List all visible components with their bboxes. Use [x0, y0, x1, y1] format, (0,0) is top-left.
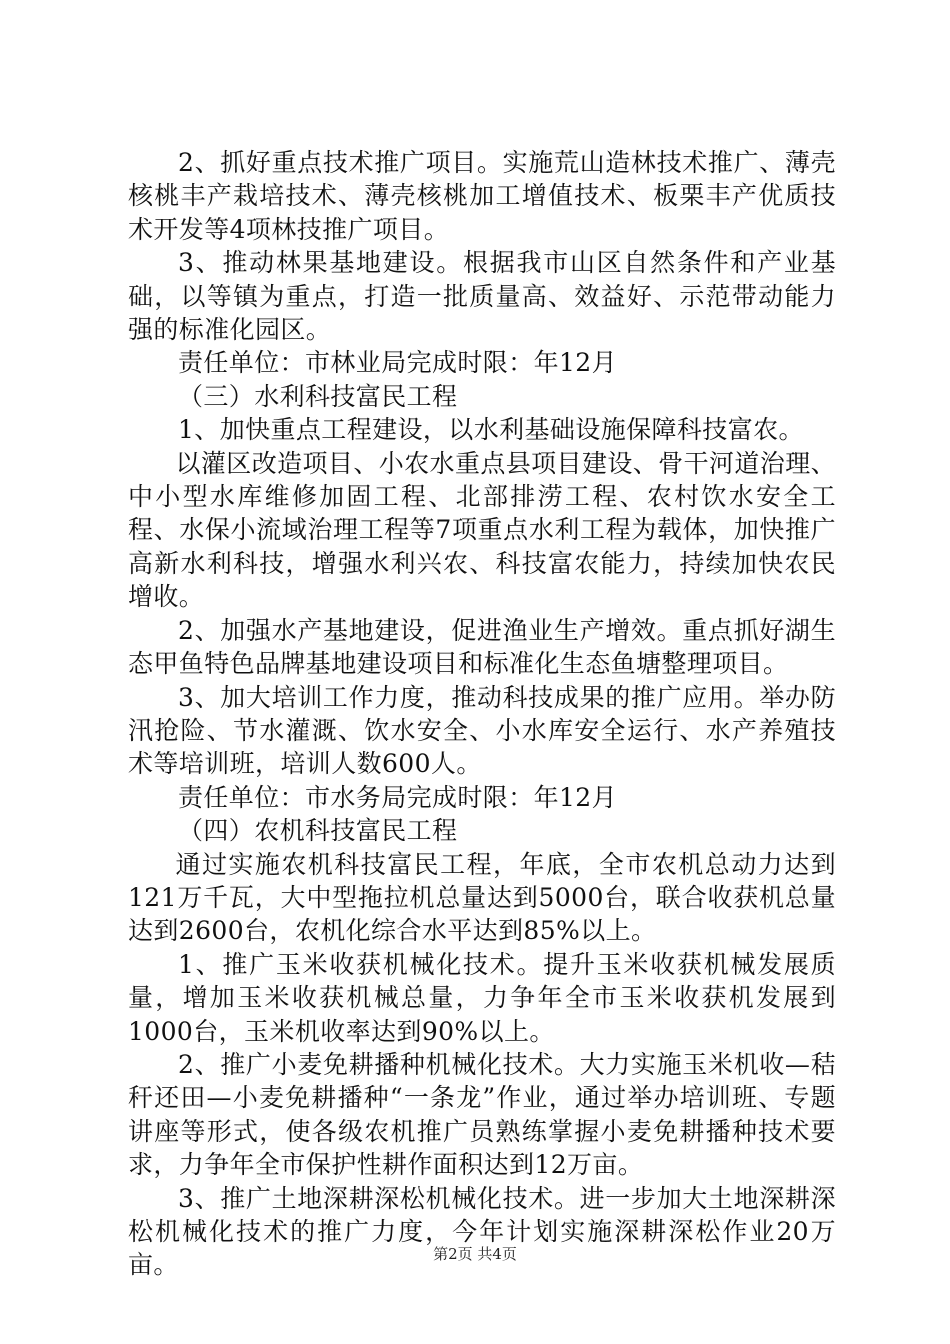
document-body [128, 146, 836, 1282]
paragraph-water-responsibility: 责任单位：市水务局完成时限：年12月 [178, 782, 618, 812]
paragraph-water-project-list: 以灌区改造项目、小农水重点县项目建设、骨干河道治理、中小型水库维修加固工程、北部排涝工程、农村饮水安全工程、水保小流域治理工程等7项重点水利工程为载体，加快推广高新水利科技，增强水利兴农、科技富农能力，持续加快农民增收。 [128, 448, 836, 612]
paragraph-aquaculture-base: 2、加强水产基地建设，促进渔业生产增效。重点抓好湖生态甲鱼特色品牌基地建设项目和标准化生态鱼塘整理项目。 [128, 615, 836, 679]
paragraph-corn-harvest: 1、推广玉米收获机械化技术。提升玉米收获机械发展质量，增加玉米收获机械总量，力争年全市玉米收获机发展到1000台，玉米机收率达到90%以上。 [128, 949, 836, 1046]
paragraph-machinery-targets: 通过实施农机科技富民工程，年底，全市农机总动力达到121万千瓦，大中型拖拉机总量达到5000台，联合收获机总量达到2600台，农机化综合水平达到85%以上。 [128, 849, 836, 946]
paragraph-forestry-project: 2、抓好重点技术推广项目。实施荒山造林技术推广、薄壳核桃丰产栽培技术、薄壳核桃加工增值技术、板栗丰产优质技术开发等4项林技推广项目。 [128, 148, 836, 244]
section-heading-water: （三）水利科技富民工程 [178, 381, 458, 411]
paragraph-forestry-responsibility: 责任单位：市林业局完成时限：年12月 [178, 348, 618, 378]
page-number-footer: 第2页 共4页 [433, 1245, 517, 1263]
paragraph-water-training: 3、加大培训工作力度，推动科技成果的推广应用。举办防汛抢险、节水灌溉、饮水安全、小水库安全运行、水产养殖技术等培训班，培训人数600人。 [128, 682, 836, 779]
paragraph-water-key-projects: 1、加快重点工程建设，以水利基础设施保障科技富农。 [178, 415, 804, 445]
section-heading-machinery: （四）农机科技富民工程 [178, 816, 458, 846]
paragraph-orchard-base: 3、推动林果基地建设。根据我市山区自然条件和产业基础，以等镇为重点，打造一批质量高、效益好、示范带动能力强的标准化园区。 [128, 248, 836, 345]
paragraph-wheat-no-till: 2、推广小麦免耕播种机械化技术。大力实施玉米机收—秸秆还田—小麦免耕播种“一条龙”作业，通过举办培训班、专题讲座等形式，使各级农机推广员熟练掌握小麦免耕播种技术要求，力争年全市保护性耕作面积达到12万亩。 [128, 1049, 836, 1180]
paragraph-deep-tillage: 3、推广土地深耕深松机械化技术。进一步加大土地深耕深松机械化技术的推广力度，今年计划实施深耕深松作业20万亩。 [128, 1183, 836, 1280]
